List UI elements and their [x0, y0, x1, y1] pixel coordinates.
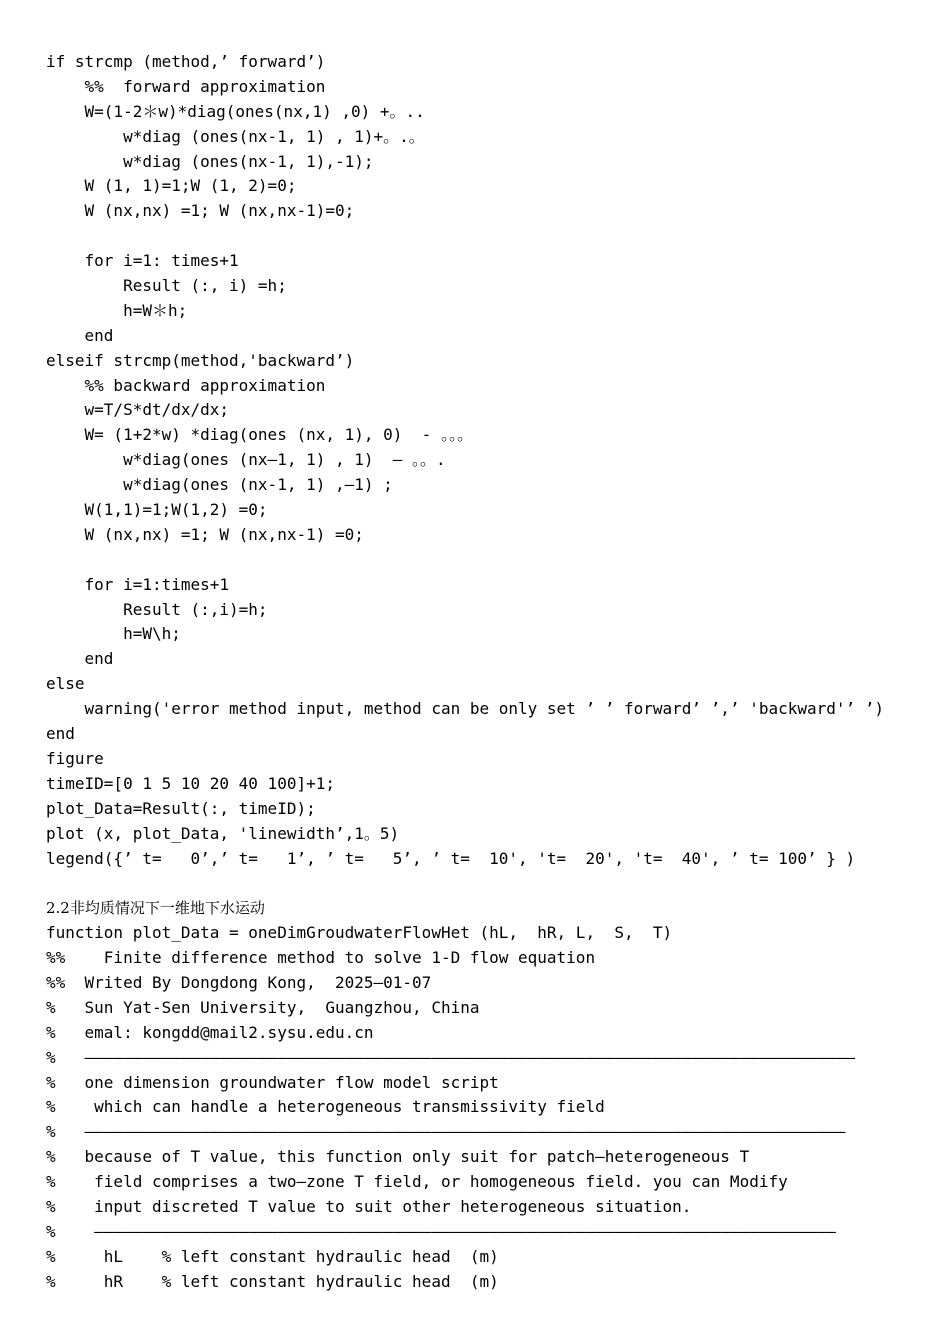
- code-line: [46, 871, 946, 896]
- code-line: W (nx,nx) =1; W (nx,nx-1)=0;: [46, 201, 355, 221]
- code-line: end: [46, 649, 114, 669]
- code-line: % —————————————————————————————————————————————————————————————————————————————: [46, 1221, 836, 1241]
- code-line: h=W＊h;: [46, 300, 188, 320]
- code-line: timeID=[0 1 5 10 20 40 100]+1;: [46, 773, 335, 793]
- code-line: Result (:,i)=h;: [46, 599, 268, 619]
- code-line: %% backward approximation: [46, 375, 326, 395]
- code-line: % which can handle a heterogeneous transmissivity field: [46, 1097, 605, 1117]
- code-line: W= (1+2*w) *diag(ones (nx, 1), 0) - 。。。: [46, 425, 473, 445]
- code-line: % Sun Yat-Sen University, Guangzhou, China: [46, 997, 480, 1017]
- code-line: else: [46, 674, 85, 694]
- code-line: end: [46, 724, 75, 744]
- code-line: plot (x, plot_Data, 'linewidth’,1。5): [46, 823, 400, 843]
- code-line: elseif strcmp(method,'backward’): [46, 350, 355, 370]
- code-line: h=W\h;: [46, 624, 181, 644]
- code-line: W (nx,nx) =1; W (nx,nx-1) =0;: [46, 524, 364, 544]
- code-line: % because of T value, this function only suit for patch—heterogeneous T: [46, 1147, 750, 1167]
- code-line: for i=1: times+1: [46, 251, 239, 271]
- code-line: figure: [46, 748, 104, 768]
- code-line: W(1,1)=1;W(1,2) =0;: [46, 500, 268, 520]
- code-line: % ————————————————————————————————————————————————————————————————————————————————: [46, 1047, 856, 1067]
- code-listing: [46, 50, 946, 1295]
- code-line: warning('error method input, method can be only set ’ ’ forward’ ’,’ 'backward'’ ’): [46, 699, 885, 719]
- code-line: %% Finite difference method to solve 1-D flow equation: [46, 948, 596, 968]
- code-line: plot_Data=Result(:, timeID);: [46, 798, 316, 818]
- section-heading: 2.2非均质情况下一维地下水运动: [46, 899, 265, 918]
- code-line: % input discreted T value to suit other heterogeneous situation.: [46, 1196, 692, 1216]
- code-line: [46, 224, 946, 249]
- code-line: % field comprises a two—zone T field, or homogeneous field. you can Modify: [46, 1172, 788, 1192]
- code-line: % hR % left constant hydraulic head (m): [46, 1271, 499, 1291]
- code-line: w*diag(ones (nx—1, 1) , 1) — 。。.: [46, 450, 446, 470]
- code-line: w*diag(ones (nx-1, 1) ,—1) ;: [46, 475, 393, 495]
- code-line: [46, 548, 946, 573]
- code-line: w*diag (ones(nx-1, 1) , 1)+。.。: [46, 126, 425, 146]
- code-line: % ———————————————————————————————————————————————————————————————————————————————: [46, 1122, 846, 1142]
- code-line: W=(1-2＊w)*diag(ones(nx,1) ,0) +。..: [46, 101, 425, 121]
- code-line: %% Writed By Dongdong Kong, 2025—01-07: [46, 972, 432, 992]
- code-line: w=T/S*dt/dx/dx;: [46, 400, 230, 420]
- code-line: % one dimension groundwater flow model script: [46, 1072, 499, 1092]
- code-line: % emal: kongdd@mail2.sysu.edu.cn: [46, 1022, 374, 1042]
- code-line: %% forward approximation: [46, 76, 326, 96]
- code-line: W (1, 1)=1;W (1, 2)=0;: [46, 176, 297, 196]
- code-line: Result (:, i) =h;: [46, 276, 287, 296]
- code-line: w*diag (ones(nx-1, 1),-1);: [46, 151, 374, 171]
- code-line: % hL % left constant hydraulic head (m): [46, 1246, 499, 1266]
- code-line: if strcmp (method,’ forward’): [46, 52, 326, 71]
- code-line: legend({’ t= 0’,’ t= 1’, ’ t= 5’, ’ t= 10', 't= 20', 't= 40', ’ t= 100’ } ): [46, 848, 856, 868]
- code-line: for i=1:times+1: [46, 574, 230, 594]
- code-line: end: [46, 325, 114, 345]
- code-line: function plot_Data = oneDimGroudwaterFlowHet (hL, hR, L, S, T): [46, 923, 673, 943]
